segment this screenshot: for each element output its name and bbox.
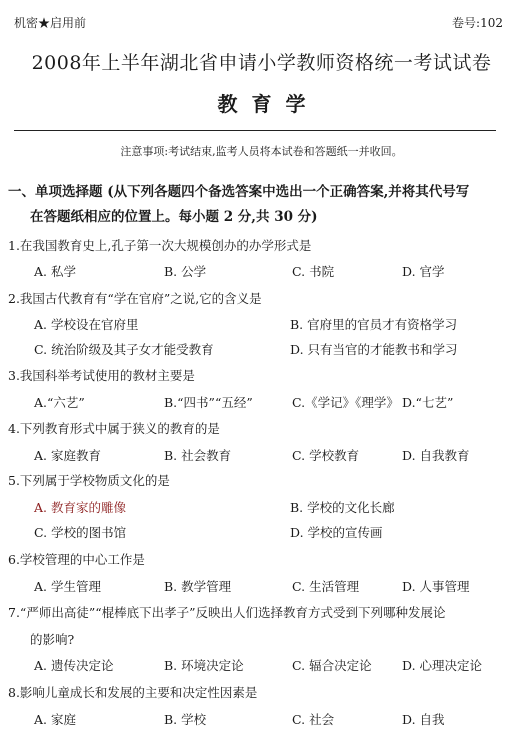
question-8-option-d: D. 自我 (402, 712, 445, 727)
question-8-option-a: A. 家庭 (34, 712, 76, 727)
section-heading-line2: 在答题纸相应的位置上。每小题 2 分,共 30 分) (30, 209, 318, 225)
question-6-option-a: A. 学生管理 (34, 579, 101, 594)
question-2-option-c: C. 统治阶级及其子女才能受教育 (34, 342, 214, 357)
question-6-option-d: D. 人事管理 (402, 579, 470, 594)
question-1-option-b: B. 公学 (164, 264, 207, 279)
question-5-option-d: D. 学校的宣传画 (290, 525, 383, 540)
question-8-stem: 8.影响儿童成长和发展的主要和决定性因素是 (8, 685, 258, 700)
paper-number: 卷号:102 (452, 16, 503, 30)
question-4-option-b: B. 社会教育 (164, 448, 232, 463)
question-5-option-a: A. 教育家的雕像 (34, 500, 126, 515)
question-5-stem: 5.下列属于学校物质文化的是 (8, 473, 170, 488)
notice-text: 注意事项:考试结束,监考人员将本试卷和答题纸一并收回。 (120, 145, 403, 158)
question-4-stem: 4.下列教育形式中属于狭义的教育的是 (8, 421, 220, 436)
question-4-option-a: A. 家庭教育 (34, 448, 101, 463)
question-1-option-c: C. 书院 (292, 264, 335, 279)
question-5-option-b: B. 学校的文化长廊 (290, 500, 395, 515)
question-8-option-c: C. 社会 (292, 712, 335, 727)
question-4-option-d: D. 自我教育 (402, 448, 470, 463)
header-divider (14, 130, 496, 131)
question-8-option-b: B. 学校 (164, 712, 207, 727)
question-1-option-d: D. 官学 (402, 264, 445, 279)
section-heading (8, 180, 508, 230)
question-7-option-a: A. 遗传决定论 (34, 658, 114, 673)
question-2-option-a: A. 学校设在官府里 (34, 317, 139, 332)
question-7-option-b: B. 环境决定论 (164, 658, 244, 673)
question-5-option-c: C. 学校的图书馆 (34, 525, 127, 540)
question-4-option-c: C. 学校教育 (292, 448, 360, 463)
question-3-option-b: B.“四书”“五经” (164, 395, 253, 410)
question-7-option-c: C. 辐合决定论 (292, 658, 372, 673)
question-2-stem: 2.我国古代教育有“学在官府”之说,它的含义是 (8, 291, 262, 306)
question-3-option-c: C.《学记》《理学》 (292, 395, 399, 410)
question-1-option-a: A. 私学 (34, 264, 76, 279)
question-7-stem: 7.“严师出高徒”“棍棒底下出孝子”反映出人们选择教育方式受到下列哪种发展论 (8, 605, 446, 620)
question-6-option-b: B. 教学管理 (164, 579, 232, 594)
exam-title: 2008年上半年湖北省申请小学教师资格统一考试试卷 (31, 52, 492, 74)
question-6-stem: 6.学校管理的中心工作是 (8, 552, 145, 567)
question-2-option-b: B. 官府里的官员才有资格学习 (290, 317, 458, 332)
confidential-label: 机密★启用前 (14, 16, 87, 30)
section-heading-line1: 一、单项选择题 (从下列各题四个备选答案中选出一个正确答案,并将其代号写 (8, 184, 470, 200)
question-3-option-d: D.“七艺” (402, 395, 454, 410)
subject-title: 教育学 (217, 92, 320, 116)
question-1-stem: 1.在我国教育史上,孔子第一次大规模创办的办学形式是 (8, 238, 312, 253)
question-2-option-d: D. 只有当官的才能教书和学习 (290, 342, 458, 357)
question-3-stem: 3.我国科举考试使用的教材主要是 (8, 368, 195, 383)
question-3-option-a: A.“六艺” (34, 395, 85, 410)
question-7-option-d: D. 心理决定论 (402, 658, 483, 673)
question-7-stem-continued: 的影响? (30, 632, 75, 647)
question-6-option-c: C. 生活管理 (292, 579, 360, 594)
